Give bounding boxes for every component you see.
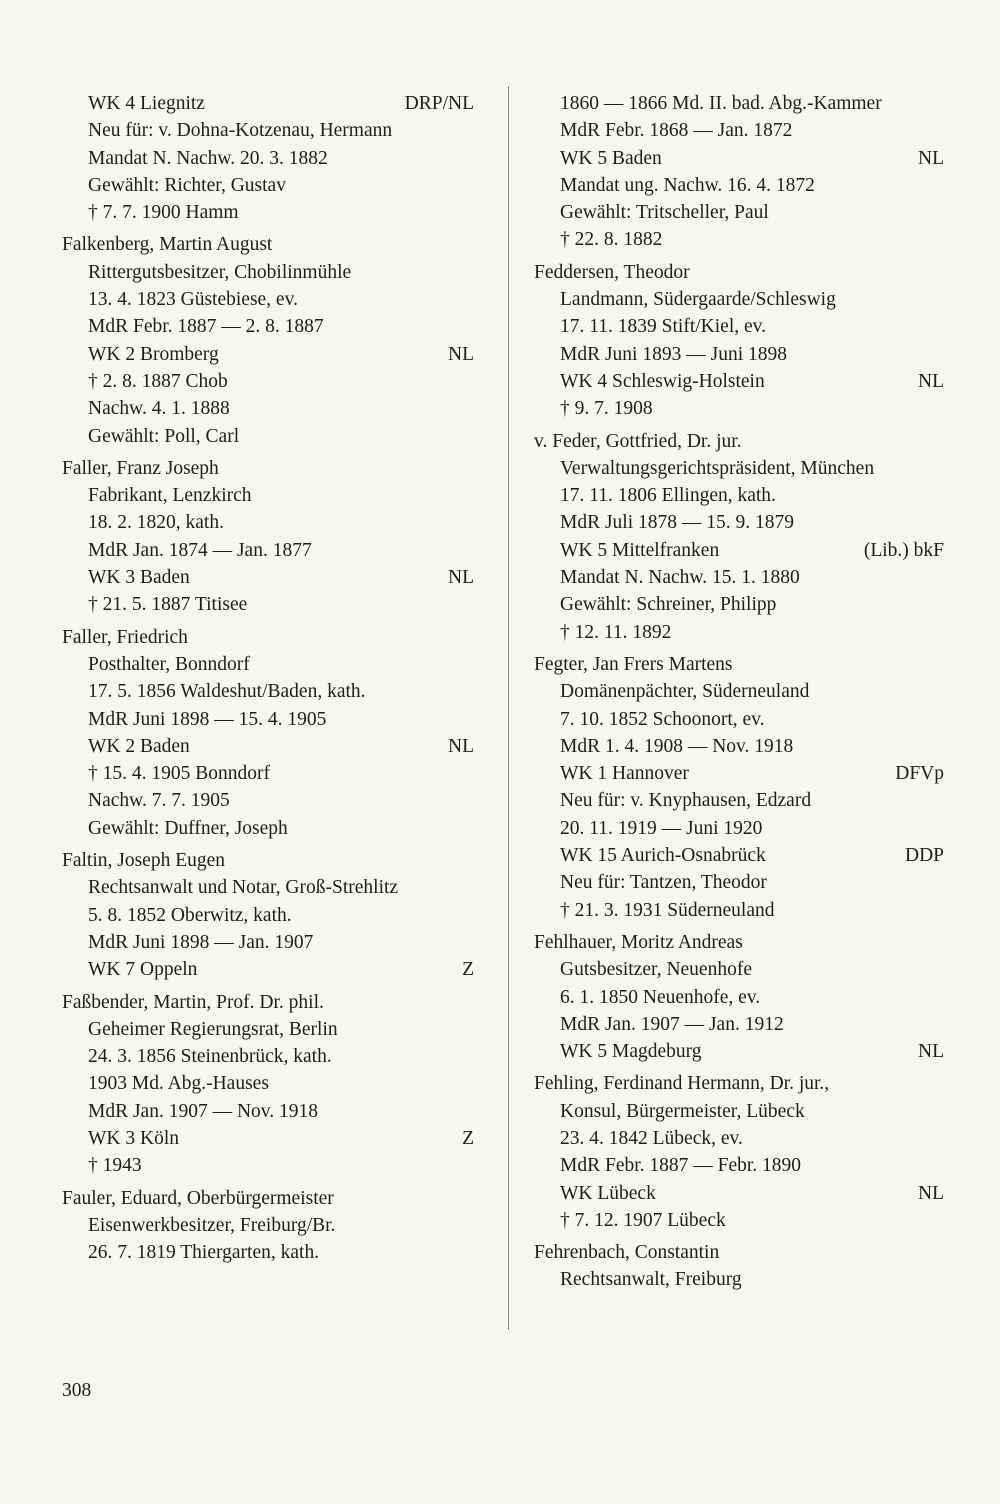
entry-line-text: Rittergutsbesitzer, Chobilinmühle (88, 261, 352, 283)
entry-line-text: 17. 11. 1839 Stift/Kiel, ev. (560, 316, 766, 338)
entry-line-text: MdR Jan. 1907 — Jan. 1912 (560, 1013, 784, 1035)
entry-name-text: Feddersen, Theodor (534, 261, 690, 283)
entry-line-text: Mandat N. Nachw. 20. 3. 1882 (88, 147, 328, 169)
page-number: 308 (62, 1380, 92, 1401)
entry-line (534, 956, 944, 983)
entry-line (62, 1098, 474, 1125)
entry-line (62, 172, 474, 199)
entry-name-text: Faller, Friedrich (62, 626, 188, 648)
entry-line (534, 619, 944, 646)
register-entry (62, 455, 474, 619)
party-label: NL (448, 343, 474, 365)
entry-line (62, 760, 474, 787)
entry-name (534, 1070, 944, 1097)
entry-line (62, 815, 474, 842)
register-entry (534, 651, 944, 924)
register-entry (534, 428, 944, 646)
entry-line-text: WK 5 Magdeburg (560, 1041, 702, 1063)
entry-line-text: † 12. 11. 1892 (560, 621, 672, 643)
entry-line-text: Neu für: v. Knyphausen, Edzard (560, 790, 812, 812)
entry-line (534, 537, 944, 564)
entry-line (62, 509, 474, 536)
entry-name (62, 1185, 474, 1212)
entry-line-text: † 7. 7. 1900 Hamm (88, 202, 239, 224)
entry-line-text: Nachw. 7. 7. 1905 (88, 790, 230, 812)
entry-name (534, 929, 944, 956)
entry-line (534, 984, 944, 1011)
entry-line-text: WK 2 Bromberg (88, 343, 219, 365)
entry-line-text: MdR Juni 1898 — 15. 4. 1905 (88, 708, 327, 730)
entry-line (534, 145, 944, 172)
party-label: Z (462, 1127, 474, 1149)
column-divider (508, 86, 509, 1330)
entry-line-text: † 2. 8. 1887 Chob (88, 370, 228, 392)
entry-line (534, 90, 944, 117)
entry-name (62, 847, 474, 874)
entry-line-text: WK 3 Köln (88, 1127, 179, 1149)
entry-line-text: Fabrikant, Lenzkirch (88, 485, 252, 507)
entry-name (62, 989, 474, 1016)
entry-name-text: Fehlhauer, Moritz Andreas (534, 931, 743, 953)
entry-line (534, 199, 944, 226)
entry-line (62, 368, 474, 395)
entry-line (62, 145, 474, 172)
entry-line (62, 1016, 474, 1043)
entry-line (62, 90, 474, 117)
entry-line (534, 172, 944, 199)
entry-line (62, 199, 474, 226)
party-label: NL (448, 567, 474, 589)
party-label: (Lib.) bkF (863, 539, 944, 561)
entry-line (534, 706, 944, 733)
entry-line (534, 368, 944, 395)
entry-name-text: v. Feder, Gottfried, Dr. jur. (534, 430, 742, 452)
entry-name (62, 231, 474, 258)
entry-line-text: Gutsbesitzer, Neuenhofe (560, 959, 752, 981)
entry-name-text: Falkenberg, Martin August (62, 234, 273, 256)
entry-line-text: 17. 5. 1856 Waldeshut/Baden, kath. (88, 681, 366, 703)
entry-line (534, 509, 944, 536)
party-label: NL (918, 1182, 944, 1204)
right-column (534, 90, 944, 1299)
entry-line (534, 897, 944, 924)
entry-line (534, 395, 944, 422)
entry-name-text: Fehrenbach, Constantin (534, 1242, 720, 1264)
entry-line (534, 455, 944, 482)
entry-line-text: Neu für: Tantzen, Theodor (560, 872, 767, 894)
entry-line (62, 874, 474, 901)
entry-name-text: Faller, Franz Joseph (62, 457, 219, 479)
entry-line (62, 706, 474, 733)
register-entry (534, 1070, 944, 1234)
entry-line-text: Mandat N. Nachw. 15. 1. 1880 (560, 567, 800, 589)
entry-line (62, 929, 474, 956)
entry-line (534, 1266, 944, 1293)
entry-line-text: † 21. 5. 1887 Titisee (88, 594, 248, 616)
entry-line-text: WK 4 Liegnitz (88, 93, 205, 114)
register-entry (62, 624, 474, 842)
entry-line-text: † 9. 7. 1908 (560, 398, 653, 420)
entry-line (62, 1212, 474, 1239)
entry-line-text: 18. 2. 1820, kath. (88, 512, 224, 534)
entry-line-text: WK 2 Baden (88, 735, 190, 757)
entry-line-text: 23. 4. 1842 Lübeck, ev. (560, 1127, 743, 1149)
entry-line-text: 20. 11. 1919 — Juni 1920 (560, 817, 763, 839)
entry-name (534, 1239, 944, 1266)
entry-line-text: 7. 10. 1852 Schoonort, ev. (560, 708, 765, 730)
entry-line-text: Mandat ung. Nachw. 16. 4. 1872 (560, 174, 815, 196)
entry-line-text: MdR Jan. 1874 — Jan. 1877 (88, 539, 312, 561)
entry-line (62, 678, 474, 705)
party-label: Z (462, 959, 474, 981)
entry-line (62, 423, 474, 450)
entry-line (62, 651, 474, 678)
entry-line (534, 341, 944, 368)
entry-line-text: 24. 3. 1856 Steinenbrück, kath. (88, 1046, 332, 1068)
entry-line-text: Domänenpächter, Süderneuland (560, 681, 810, 703)
entry-line-text: 5. 8. 1852 Oberwitz, kath. (88, 904, 292, 926)
entry-line (534, 1098, 944, 1125)
entry-line (534, 1125, 944, 1152)
entry-line-text: WK 5 Baden (560, 147, 662, 169)
entry-line (534, 1152, 944, 1179)
entry-line-text: Rechtsanwalt, Freiburg (560, 1269, 742, 1291)
entry-line-text: 17. 11. 1806 Ellingen, kath. (560, 485, 776, 507)
entry-line (534, 733, 944, 760)
party-label: NL (448, 735, 474, 757)
entry-name-text: Faltin, Joseph Eugen (62, 850, 226, 872)
entry-name (534, 651, 944, 678)
entry-line (62, 733, 474, 760)
entry-line-text: WK 4 Schleswig-Holstein (560, 370, 765, 392)
entry-line (534, 286, 944, 313)
entry-line-text: Nachw. 4. 1. 1888 (88, 398, 230, 420)
entry-line-text: MdR Febr. 1868 — Jan. 1872 (560, 120, 793, 142)
entry-line-text: MdR Juni 1893 — Juni 1898 (560, 343, 787, 365)
entry-line (62, 1125, 474, 1152)
entry-line (534, 842, 944, 869)
register-entry (62, 90, 474, 226)
register-entry (534, 90, 944, 254)
party-label: NL (918, 147, 944, 169)
entry-line (534, 869, 944, 896)
entry-name (62, 624, 474, 651)
entry-line-text: 1860 — 1866 Md. II. bad. Abg.-Kammer (560, 93, 882, 114)
entry-line (62, 117, 474, 144)
entry-line (534, 760, 944, 787)
entry-line-text: MdR Febr. 1887 — Febr. 1890 (560, 1155, 802, 1177)
entry-line-text: Gewählt: Duffner, Joseph (88, 817, 288, 839)
entry-line-text: WK 7 Oppeln (88, 959, 198, 981)
entry-line-text: Posthalter, Bonndorf (88, 653, 250, 675)
entry-line-text: MdR Febr. 1887 — 2. 8. 1887 (88, 316, 324, 338)
entry-name (534, 428, 944, 455)
entry-line-text: Gewählt: Tritscheller, Paul (560, 202, 769, 224)
entry-line-text: Eisenwerkbesitzer, Freiburg/Br. (88, 1214, 336, 1236)
entry-line (62, 537, 474, 564)
register-entry (534, 1239, 944, 1294)
entry-line-text: † 1943 (88, 1155, 142, 1177)
register-entry (62, 989, 474, 1180)
entry-line-text: 6. 1. 1850 Neuenhofe, ev. (560, 986, 761, 1008)
entry-line (534, 591, 944, 618)
entry-line (62, 902, 474, 929)
entry-line (62, 395, 474, 422)
entry-line-text: † 7. 12. 1907 Lübeck (560, 1209, 726, 1231)
entry-line-text: Gewählt: Richter, Gustav (88, 174, 286, 196)
entry-line-text: WK Lübeck (560, 1182, 656, 1204)
entry-line (62, 956, 474, 983)
entry-line (62, 259, 474, 286)
entry-line (62, 591, 474, 618)
entry-line-text: † 22. 8. 1882 (560, 229, 663, 251)
entry-line-text: WK 5 Mittelfranken (560, 539, 720, 561)
entry-line (62, 1239, 474, 1266)
entry-line (534, 482, 944, 509)
entry-line (534, 678, 944, 705)
entry-line-text: 13. 4. 1823 Güstebiese, ev. (88, 289, 298, 311)
entry-line-text: 26. 7. 1819 Thiergarten, kath. (88, 1242, 320, 1264)
entry-name (62, 455, 474, 482)
entry-name (534, 259, 944, 286)
entry-line-text: WK 15 Aurich-Osnabrück (560, 845, 766, 867)
entry-name-text: Faßbender, Martin, Prof. Dr. phil. (62, 991, 324, 1013)
entry-line (534, 117, 944, 144)
left-column (62, 90, 474, 1271)
entry-line (534, 1180, 944, 1207)
entry-line-text: WK 3 Baden (88, 567, 190, 589)
entry-line-text: 1903 Md. Abg.-Hauses (88, 1073, 269, 1095)
entry-line-text: MdR 1. 4. 1908 — Nov. 1918 (560, 735, 794, 757)
entry-line-text: WK 1 Hannover (560, 763, 689, 785)
entry-line (62, 1152, 474, 1179)
entry-line (534, 787, 944, 814)
entry-line (534, 564, 944, 591)
entry-name-text: Fehling, Ferdinand Hermann, Dr. jur., (534, 1073, 830, 1095)
register-entry (62, 1185, 474, 1267)
party-label: NL (918, 370, 944, 392)
entry-line (62, 313, 474, 340)
entry-line (534, 226, 944, 253)
entry-name-text: Fauler, Eduard, Oberbürgermeister (62, 1187, 334, 1209)
entry-line (62, 341, 474, 368)
entry-name-text: Fegter, Jan Frers Martens (534, 653, 733, 675)
entry-line (534, 1207, 944, 1234)
entry-line (62, 286, 474, 313)
register-entry (62, 231, 474, 449)
entry-line (62, 787, 474, 814)
entry-line (62, 1043, 474, 1070)
entry-line-text: Landmann, Südergaarde/Schleswig (560, 289, 836, 311)
party-label: DDP (904, 845, 944, 867)
entry-line-text: Geheimer Regierungsrat, Berlin (88, 1018, 338, 1040)
party-label: DFVp (895, 763, 944, 785)
entry-line-text: Konsul, Bürgermeister, Lübeck (560, 1100, 805, 1122)
entry-line-text: Verwaltungsgerichtspräsident, München (560, 457, 875, 479)
entry-line (62, 564, 474, 591)
entry-line (62, 1070, 474, 1097)
party-label: NL (918, 1041, 944, 1063)
entry-line-text: Gewählt: Poll, Carl (88, 425, 240, 447)
entry-line (62, 482, 474, 509)
entry-line-text: MdR Jan. 1907 — Nov. 1918 (88, 1100, 319, 1122)
entry-line (534, 313, 944, 340)
entry-line-text: † 21. 3. 1931 Süderneuland (560, 899, 775, 921)
entry-line-text: Rechtsanwalt und Notar, Groß-Strehlitz (88, 877, 399, 899)
entry-line-text: MdR Juni 1898 — Jan. 1907 (88, 931, 314, 953)
entry-line (534, 815, 944, 842)
entry-line-text: Neu für: v. Dohna-Kotzenau, Hermann (88, 120, 393, 142)
register-entry (534, 929, 944, 1065)
entry-line (534, 1011, 944, 1038)
entry-line-text: Gewählt: Schreiner, Philipp (560, 594, 777, 616)
register-entry (62, 847, 474, 983)
entry-line (534, 1038, 944, 1065)
register-entry (534, 259, 944, 423)
entry-line-text: MdR Juli 1878 — 15. 9. 1879 (560, 512, 795, 534)
entry-line-text: † 15. 4. 1905 Bonndorf (88, 763, 270, 785)
party-label: DRP/NL (404, 93, 474, 114)
